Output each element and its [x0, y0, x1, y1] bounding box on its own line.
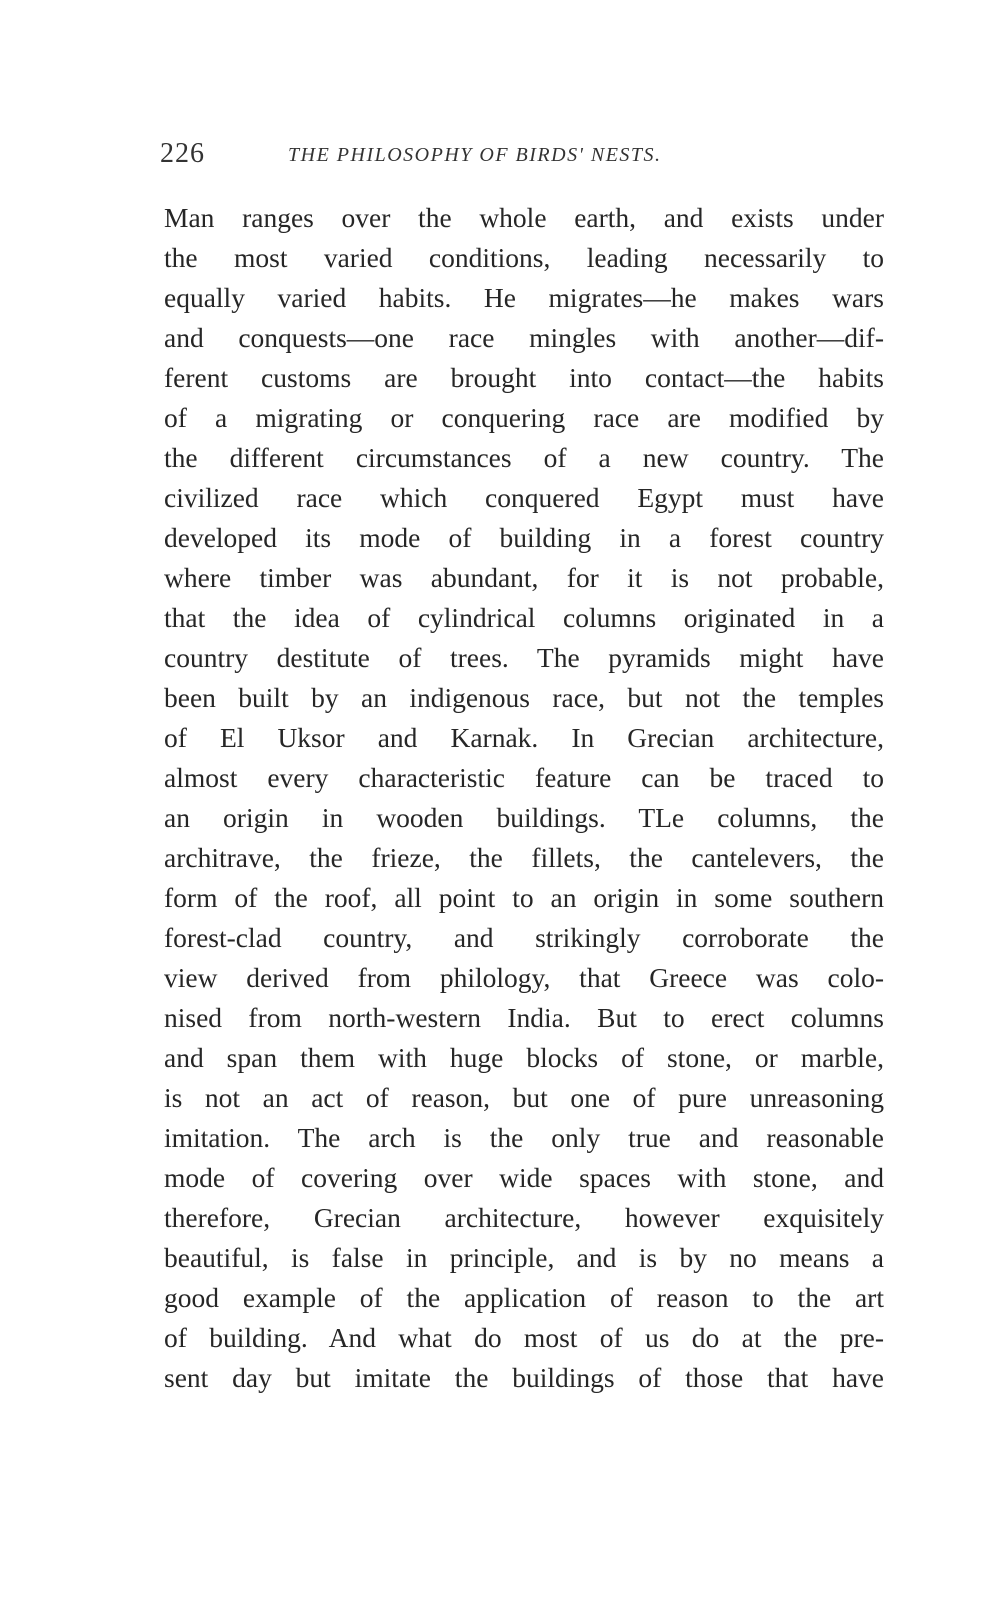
- text-line: and conquests—one race mingles with another—dif-: [164, 322, 884, 353]
- text-line: where timber was abundant, for it is not probable,: [164, 562, 884, 593]
- text-line: nised from north-western India. But to erect columns: [164, 1002, 884, 1033]
- body-text: [164, 198, 884, 1398]
- text-line: Man ranges over the whole earth, and exists under: [164, 202, 884, 233]
- text-line: country destitute of trees. The pyramids might have: [164, 642, 884, 673]
- text-line: ferent customs are brought into contact—the habits: [164, 362, 884, 393]
- text-line: sent day but imitate the buildings of those that have: [164, 1362, 884, 1393]
- text-line: forest-clad country, and strikingly corroborate the: [164, 922, 884, 953]
- text-line: developed its mode of building in a forest country: [164, 522, 884, 553]
- text-line: civilized race which conquered Egypt must have: [164, 482, 884, 513]
- text-line: of building. And what do most of us do at the pre-: [164, 1322, 884, 1353]
- text-line: almost every characteristic feature can be traced to: [164, 762, 884, 793]
- page-number: 226: [160, 138, 205, 169]
- text-line: architrave, the frieze, the fillets, the cantelevers, the: [164, 842, 884, 873]
- running-title: THE PHILOSOPHY OF BIRDS' NESTS.: [288, 144, 662, 166]
- text-line: been built by an indigenous race, but not the temples: [164, 682, 884, 713]
- text-line: equally varied habits. He migrates—he makes wars: [164, 282, 884, 313]
- text-line: the different circumstances of a new country. The: [164, 442, 884, 473]
- text-line: of a migrating or conquering race are modified by: [164, 402, 884, 433]
- text-line: therefore, Grecian architecture, however exquisitely: [164, 1202, 884, 1233]
- text-line: imitation. The arch is the only true and reasonable: [164, 1122, 884, 1153]
- text-line: of El Uksor and Karnak. In Grecian architecture,: [164, 722, 884, 753]
- text-line: an origin in wooden buildings. TLe columns, the: [164, 802, 884, 833]
- page-header: [160, 138, 890, 178]
- text-line: is not an act of reason, but one of pure unreasoning: [164, 1082, 884, 1113]
- text-line: view derived from philology, that Greece was colo-: [164, 962, 884, 993]
- text-line: that the idea of cylindrical columns originated in a: [164, 602, 884, 633]
- text-line: the most varied conditions, leading necessarily to: [164, 242, 884, 273]
- text-line: mode of covering over wide spaces with stone, and: [164, 1162, 884, 1193]
- text-line: beautiful, is false in principle, and is by no means a: [164, 1242, 884, 1273]
- text-line: good example of the application of reason to the art: [164, 1282, 884, 1313]
- text-line: form of the roof, all point to an origin in some southern: [164, 882, 884, 913]
- text-line: and span them with huge blocks of stone, or marble,: [164, 1042, 884, 1073]
